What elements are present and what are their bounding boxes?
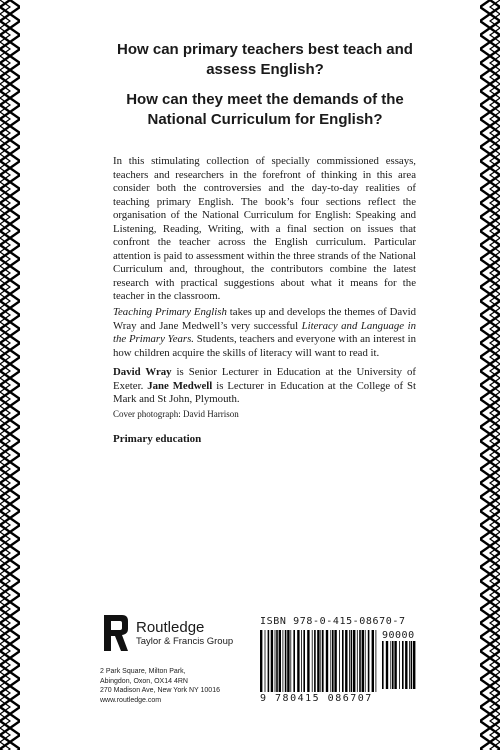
blurb-paragraph-1: In this stimulating collection of specially commissioned essays, teachers and researchers in the forefront of thinking in this area consider both the controversies and the day-to-day realities of teaching primary English. The book’s four sections reflect the organisation of the National Curriculum for English: Speaking and Listening, Reading, Writing, with a final section on issues that confront the teacher across the English curriculum. Particular attention is paid to assessment within the three strands of the National Curriculum and, throughout, the contributors combine the latest research with practical suggestions about what it means for the teacher in the classroom. [113, 155, 416, 302]
author-bio-text: is Senior Lecturer in Education at the University of Exeter. [113, 366, 416, 392]
isbn-label: ISBN 978-0-415-08670-7 [260, 616, 406, 627]
author-bio [113, 366, 416, 407]
publisher-group: Taylor & Francis Group [136, 636, 234, 647]
cover-credit: Cover photograph: David Harrison [113, 409, 239, 419]
publisher-name: Routledge [136, 619, 205, 636]
address-line: www.routledge.com [100, 696, 162, 704]
isbn-addon-number: 90000 [382, 630, 415, 641]
isbn-barcode [260, 616, 430, 704]
decorative-border-right [480, 0, 500, 750]
heading-question-1: How can primary teachers best teach and assess English? [117, 41, 413, 78]
book-title: Teaching Primary English [113, 306, 227, 318]
address-line: 2 Park Square, Milton Park, [100, 668, 186, 675]
blurb-text: takes up and develops the themes of David Wray and Jane Medwell’s very successful [113, 306, 416, 332]
blurb-paragraph-2 [113, 306, 416, 360]
author-name-2: Jane Medwell [147, 379, 213, 392]
related-book-title: Literacy and Language in the Primary Years. [113, 319, 416, 345]
address-line: Abingdon, Oxon, OX14 4RN [100, 677, 188, 685]
ean-digits: 9 780415 086707 [260, 693, 373, 704]
publisher-address [100, 667, 220, 705]
heading-question-2: How can they meet the demands of the National Curriculum for English? [126, 91, 404, 128]
addon-barcode-bars [382, 641, 416, 689]
publisher-logo [100, 613, 233, 653]
decorative-border-left [0, 0, 20, 750]
blurb-text: Students, teachers and everyone with an interest in how children acquire the skills of literacy will want to read it. [113, 333, 416, 359]
ean-barcode-bars [260, 630, 378, 692]
subject-category: Primary education [113, 433, 202, 445]
routledge-logo-icon [100, 613, 130, 653]
address-line: 270 Madison Ave, New York NY 10016 [100, 687, 220, 694]
author-name-1: David Wray [113, 366, 172, 378]
author-bio-text: is Lecturer in Education at the College of St Mark and St John, Plymouth. [113, 379, 417, 405]
